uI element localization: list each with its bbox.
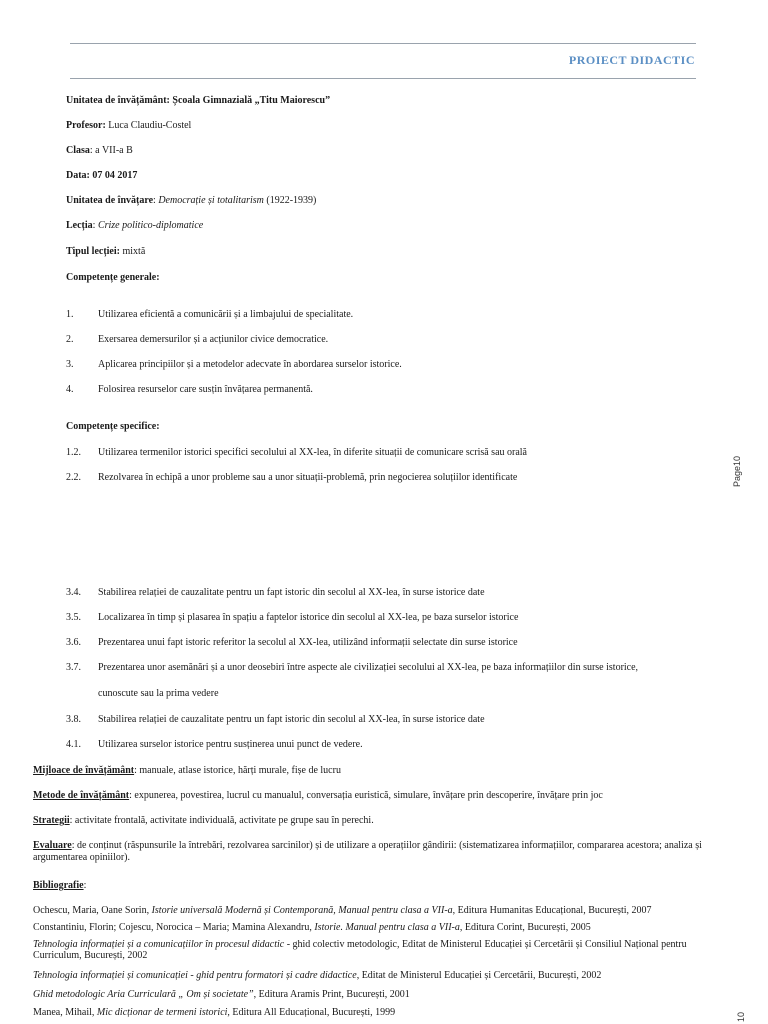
bib-title: Istorie universală Modernă și Contemporană, Manual pentru clasa a VII-a	[151, 905, 453, 916]
clasa-label: Clasa	[66, 145, 90, 156]
specifice-num: 1.2.	[66, 447, 81, 458]
invatare-years: (1922-1939)	[263, 195, 317, 206]
header-rule-bottom	[70, 78, 696, 79]
bibliografie-label: Bibliografie	[33, 880, 84, 891]
strategii-label: Strategii	[33, 815, 70, 826]
generale-item: Aplicarea principiilor și a metodelor adecvate în abordarea surselor istorice.	[98, 359, 402, 370]
bib-author: Constantiniu, Florin; Cojescu, Norocica – Maria; Mamina Alexandru,	[33, 922, 315, 933]
bib-publisher: , Editura Humanitas Educațional, București, 2007	[452, 905, 652, 916]
data-line	[66, 170, 137, 181]
invatare-sep: :	[153, 195, 159, 206]
specifice-num: 3.7.	[66, 662, 81, 673]
specifice-num: 3.5.	[66, 612, 81, 623]
bibliografie-item	[33, 989, 410, 1000]
page-number-bottom: 10	[736, 1011, 746, 1022]
strategii-line	[33, 815, 374, 826]
metode-line	[33, 790, 603, 801]
specifice-item-continuation: cunoscute sau la prima vedere	[98, 688, 219, 699]
specifice-num: 2.2.	[66, 472, 81, 483]
bibliografie-item	[33, 1007, 395, 1018]
bib-title: Tehnologia informației și a comunicațiilor în procesul didactic	[33, 939, 285, 950]
bib-publisher: , Editat de Ministerul Educației și Cercetării, București, 2002	[356, 970, 602, 981]
unitate-value: Școala Gimnazială „Titu Maiorescu”	[172, 95, 331, 106]
document-title: PROIECT DIDACTIC	[568, 53, 695, 67]
generale-num: 1.	[66, 309, 74, 320]
generale-item: Exersarea demersurilor și a acțiunilor civice democratice.	[98, 334, 329, 345]
bib-title: Istorie. Manual pentru clasa a VII-a	[314, 922, 460, 933]
bib-title: Tehnologia informației și comunicației - ghid pentru formatori și cadre didactice	[33, 970, 357, 981]
specifice-heading: Competențe specifice:	[66, 421, 160, 432]
header-rule-top	[70, 43, 696, 44]
mijloace-line	[33, 765, 341, 776]
bibliografie-item	[33, 970, 601, 981]
lectia-value: Crize politico-diplomatice	[97, 220, 204, 231]
specifice-item: Rezolvarea în echipă a unor probleme sau a unor situații-problemă, prin negocierea soluțiilor identificate	[98, 472, 518, 483]
lectia-label: Lecția	[66, 220, 93, 231]
bib-publisher: - ghid colectiv metodologic, Editat de Ministerul Educației și Cercetării și Consiliul Național pentru Curriculum, București, 2002	[33, 939, 687, 961]
unitate-label: Unitatea de învățământ:	[66, 95, 170, 106]
generale-num: 3.	[66, 359, 74, 370]
generale-num: 4.	[66, 384, 74, 395]
specifice-item: Prezentarea unor asemănări și a unor deosebiri între aspecte ale civilizației secolului al XX-lea, pe baza informațiilor din surse istorice,	[98, 662, 639, 673]
bibliografie-item	[33, 905, 652, 916]
bibliografie-colon: :	[83, 880, 87, 891]
metode-value: : expunerea, povestirea, lucrul cu manualul, conversația euristică, simulare, învățare prin descoperire, învățare prin joc	[129, 790, 603, 801]
bib-author: Ochescu, Maria, Oane Sorin,	[33, 905, 152, 916]
specifice-num: 3.6.	[66, 637, 81, 648]
strategii-value: : activitate frontală, activitate individuală, activitate pe grupe sau în perechi.	[69, 815, 374, 826]
evaluare-line	[33, 840, 733, 864]
profesor-value: Luca Claudiu-Costel	[105, 120, 192, 131]
profesor-label: Profesor:	[66, 120, 106, 131]
page-number-side: Page10	[732, 455, 742, 487]
tipul-line	[66, 246, 145, 257]
bib-publisher: , Editura All Educațional, București, 1999	[227, 1007, 396, 1018]
specifice-item: Stabilirea relației de cauzalitate pentru un fapt istoric din secolul al XX-lea, în surse istorice date	[98, 714, 485, 725]
lectia-sep: :	[92, 220, 98, 231]
generale-item: Folosirea resurselor care susțin învățarea permanentă.	[98, 384, 313, 395]
specifice-num: 3.8.	[66, 714, 81, 725]
bibliografie-item	[33, 922, 591, 933]
profesor-line	[66, 120, 191, 131]
mijloace-value: : manuale, atlase istorice, hărți murale, fișe de lucru	[134, 765, 341, 776]
specifice-item: Stabilirea relației de cauzalitate pentru un fapt istoric din secolul al XX-lea, în surse istorice date	[98, 587, 485, 598]
invatare-value: Democrație și totalitarism	[158, 195, 264, 206]
specifice-item: Prezentarea unui fapt istoric referitor la secolul al XX-lea, utilizând informații selectate din surse istorice	[98, 637, 518, 648]
lectia-line	[66, 220, 203, 231]
clasa-line	[66, 145, 133, 156]
invatare-label: Unitatea de învățare	[66, 195, 154, 206]
bib-author: Manea, Mihail,	[33, 1007, 97, 1018]
bib-publisher: , Editura Aramis Print, București, 2001	[253, 989, 410, 1000]
bib-publisher: , Editura Corint, București, 2005	[459, 922, 591, 933]
bibliografie-line	[33, 880, 86, 891]
specifice-item: Utilizarea surselor istorice pentru susținerea unui punct de vedere.	[98, 739, 363, 750]
specifice-item: Localizarea în timp și plasarea în spațiu a faptelor istorice din secolul al XX-lea, pe baza surselor istorice	[98, 612, 519, 623]
generale-item: Utilizarea eficientă a comunicării și a limbajului de specialitate.	[98, 309, 354, 320]
bib-title: Ghid metodologic Aria Curriculară „ Om și societate”	[33, 989, 254, 1000]
tipul-value: mixtă	[119, 246, 146, 257]
data-label: Data:	[66, 170, 90, 181]
tipul-label: Tipul lecției:	[66, 246, 120, 257]
metode-label: Metode de învățământ	[33, 790, 130, 801]
unitate-line	[66, 95, 330, 106]
invatare-line	[66, 195, 316, 206]
bib-title: Mic dicționar de termeni istorici	[96, 1007, 228, 1018]
evaluare-label: Evaluare	[33, 840, 72, 851]
specifice-num: 4.1.	[66, 739, 81, 750]
generale-heading: Competențe generale:	[66, 272, 160, 283]
specifice-num: 3.4.	[66, 587, 81, 598]
specifice-item: Utilizarea termenilor istorici specifici secolului al XX-lea, în diferite situații de comunicare scrisă sau orală	[98, 447, 527, 458]
clasa-value: : a VII-a B	[89, 145, 133, 156]
data-value: 07 04 2017	[89, 170, 138, 181]
mijloace-label: Mijloace de învățământ	[33, 765, 135, 776]
bibliografie-item	[33, 939, 733, 961]
generale-num: 2.	[66, 334, 74, 345]
evaluare-value: : de conținut (răspunsurile la întrebări, rezolvarea sarcinilor) și de utilizare a operațiilor gândirii: (sistematizarea informațiilor, compararea acestora; analiza și argumentarea opiniilor).	[33, 840, 702, 863]
